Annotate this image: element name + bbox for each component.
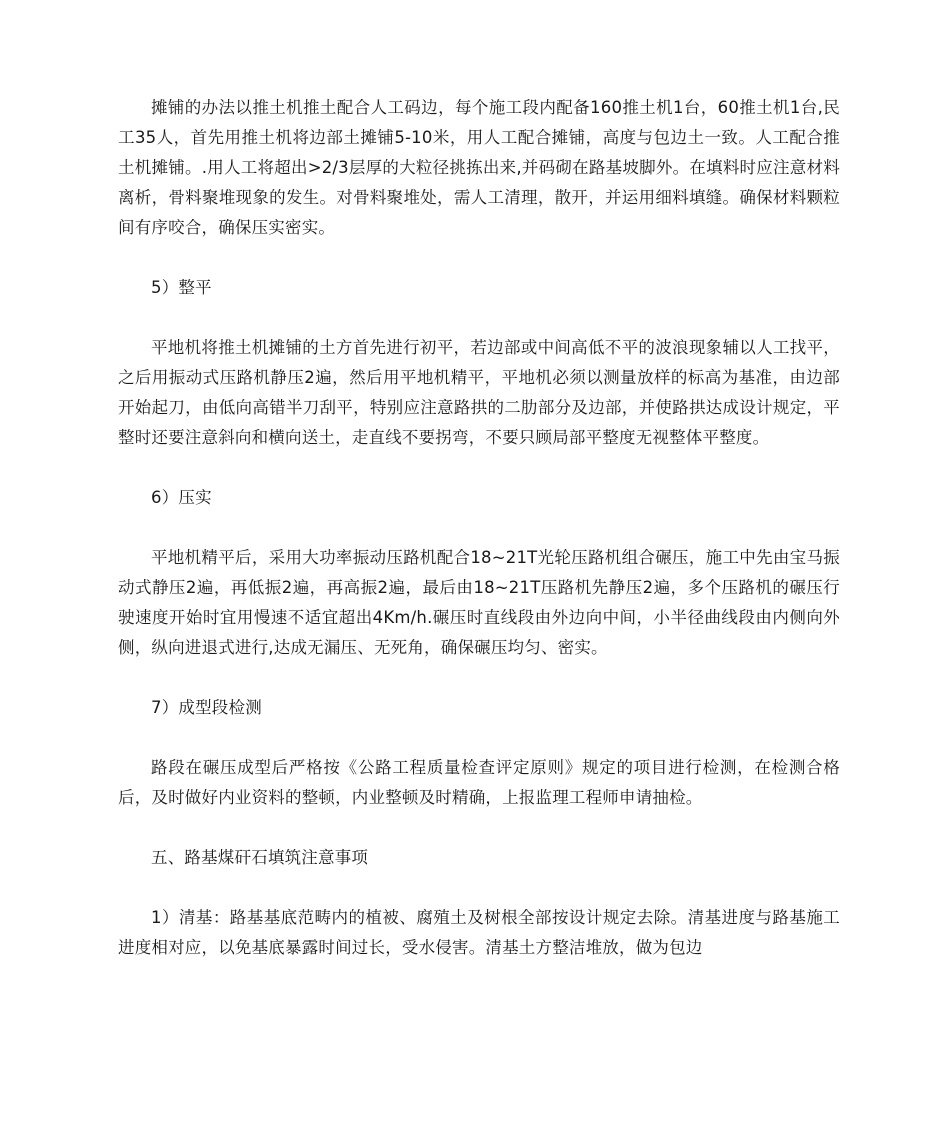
paragraph-spreading-method: 摊铺的办法以推土机推土配合人工码边，每个施工段内配备160推土机1台，60推土机1台,民工35人，首先用推土机将边部土摊铺5-10米，用人工配合摊铺，高度与包边土一致。人工配合推土机摊铺。.用人工将超出>2/3层厚的大粒径挑拣出来,并码砌在路基坡脚外。在填料时应注意材料离析，骨料聚堆现象的发生。对骨料聚堆处，需人工清理，散开，并运用细料填缝。确保材料颗粒间有序咬合，确保压实密实。	[118, 98, 840, 237]
section-heading-compaction: 6）压实	[151, 488, 212, 507]
document-body	[118, 93, 840, 993]
paragraph-clearing: 1）清基：路基基底范畴内的植被、腐殖土及树根全部按设计规定去除。清基进度与路基施工进度相对应，以免基底暴露时间过长，受水侵害。清基土方整洁堆放，做为包边	[118, 908, 840, 957]
paragraph-leveling: 平地机将推土机摊铺的土方首先进行初平，若边部或中间高低不平的波浪现象辅以人工找平，之后用振动式压路机静压2遍，然后用平地机精平，平地机必须以测量放样的标高为基准，由边部开始起刀，由低向高错半刀刮平，特别应注意路拱的二肋部分及边部，并使路拱达成设计规定，平整时还要注意斜向和横向送土，走直线不要拐弯，不要只顾局部平整度无视整体平整度。	[118, 338, 840, 447]
section-heading-precautions: 五、路基煤矸石填筑注意事项	[151, 848, 369, 867]
paragraph-compaction: 平地机精平后，采用大功率振动压路机配合18~21T光轮压路机组合碾压，施工中先由宝马振动式静压2遍，再低振2遍，再高振2遍，最后由18~21T压路机先静压2遍，多个压路机的碾压行驶速度开始时宜用慢速不适宜超出4Km/h.碾压时直线段由外边向中间，小半径曲线段由内侧向外侧，纵向进退式进行,达成无漏压、无死角，确保碾压均匀、密实。	[118, 548, 840, 657]
section-heading-leveling: 5）整平	[151, 278, 212, 297]
section-heading-inspection: 7）成型段检测	[151, 698, 262, 717]
paragraph-inspection: 路段在碾压成型后严格按《公路工程质量检查评定原则》规定的项目进行检测，在检测合格后，及时做好内业资料的整顿，内业整顿及时精确，上报监理工程师申请抽检。	[118, 758, 840, 807]
